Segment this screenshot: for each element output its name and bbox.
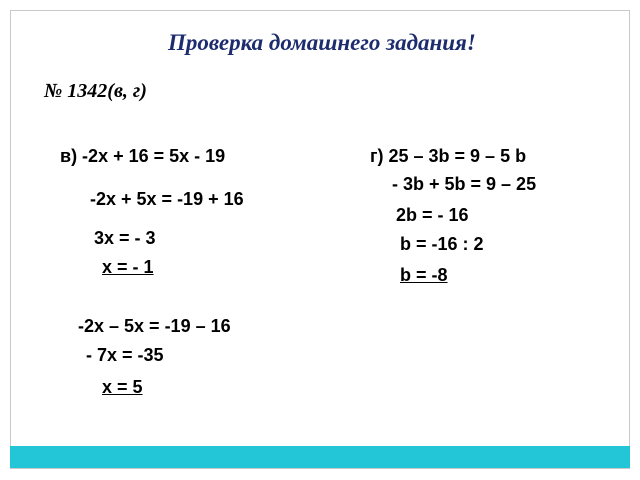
answer-g: b = -8 (400, 265, 448, 285)
task-number: № 1342(в, г) (44, 80, 147, 102)
bottom-accent-bar (10, 446, 630, 468)
equation-g-line-4: b = -16 : 2 (400, 234, 484, 254)
equation-v-line-1: в) -2х + 16 = 5х - 19 (60, 146, 226, 166)
equation-v-line-3: 3х = - 3 (94, 228, 156, 248)
equation-v-line-6: - 7х = -35 (86, 345, 164, 365)
slide-title: Проверка домашнего задания! (168, 30, 476, 55)
equation-g-line-3: 2b = - 16 (396, 205, 469, 225)
equation-g-line-2: - 3b + 5b = 9 – 25 (392, 174, 537, 194)
answer-v-1: х = - 1 (102, 257, 154, 277)
answer-v-2: х = 5 (102, 377, 143, 397)
equation-v-line-2: -2х + 5х = -19 + 16 (90, 189, 244, 209)
equation-v-line-5: -2х – 5х = -19 – 16 (78, 316, 231, 336)
equation-g-line-1: г) 25 – 3b = 9 – 5 b (370, 146, 527, 166)
